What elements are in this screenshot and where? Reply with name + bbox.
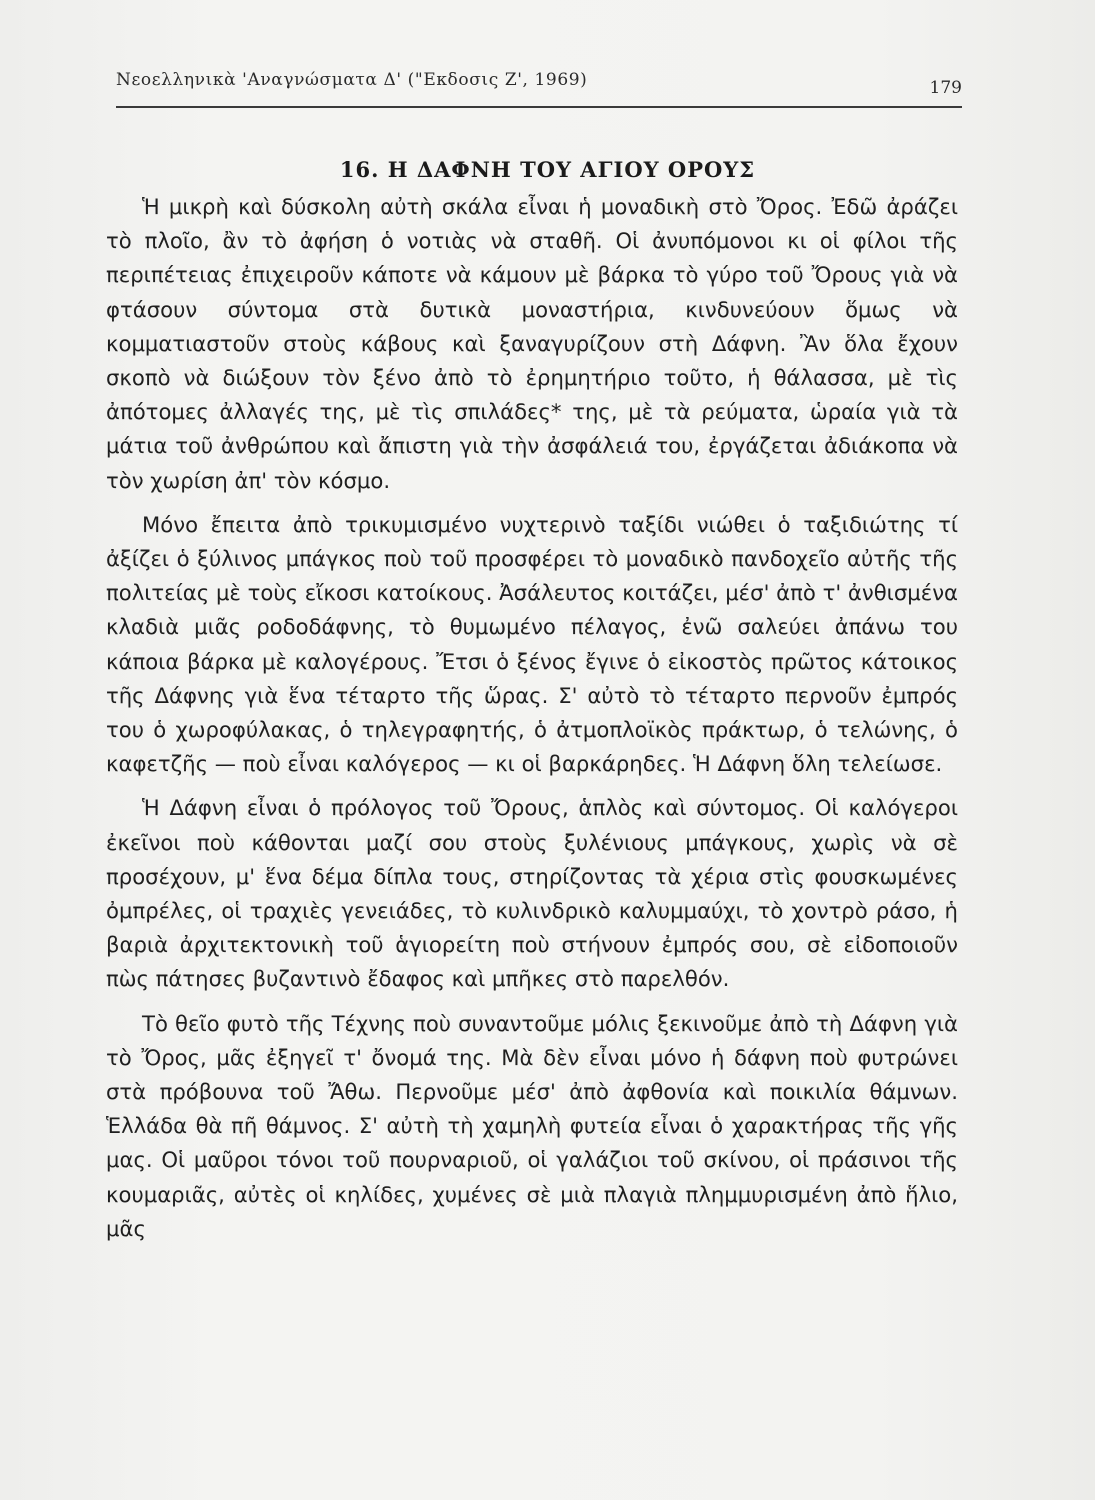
paragraph: Ἡ Δάφνη εἶναι ὁ πρόλογος τοῦ Ὄρους, ἁπλὸς καὶ σύντομος. Οἱ καλόγεροι ἐκεῖνοι ποὺ κάθονται μαζί σου στοὺς ξυλένιους μπάγκους, χωρὶς νὰ σὲ προσέχουν, μ' ἕνα δέμα δίπλα τους, στηρίζοντας τὰ χέρια στὶς φουσκωμένες ὀμπρέλες, οἱ τραχιὲς γενειάδες, τὸ κυλινδρικὸ καλυμμαύχι, τὸ χοντρὸ ράσο, ἡ βαριὰ ἀρχιτεκτονικὴ τοῦ ἁγιορείτη ποὺ στήνουν ἐμπρός σου, σὲ εἰδοποιοῦν πὼς πάτησες βυζαντινὸ ἔδαφος καὶ μπῆκες στὸ παρελθόν. bbox=[106, 795, 958, 992]
paragraph: Ἡ μικρὴ καὶ δύσκολη αὐτὴ σκάλα εἶναι ἡ μοναδικὴ στὸ Ὄρος. Ἐδῶ ἀράζει τὸ πλοῖο, ἂν τὸ ἀφήση ὁ νοτιὰς νὰ σταθῆ. Οἱ ἀνυπόμονοι κι οἱ φίλοι τῆς περιπέτειας ἐπιχειροῦν κάποτε νὰ κάμουν μὲ βάρκα τὸ γύρο τοῦ Ὄρους γιὰ νὰ φτάσουν σύντομα στὰ δυτικὰ μοναστήρια, κινδυνεύουν ὅμως νὰ κομματιαστοῦν στοὺς κάβους καὶ ξαναγυρίζουν στὴ Δάφνη. Ἂν ὅλα ἔχουν σκοπὸ νὰ διώξουν τὸν ξένο ἀπὸ τὸ ἐρημητήριο τοῦτο, ἡ θάλασσα, μὲ τὶς ἀπότομες ἀλλαγές της, μὲ τὶς σπιλάδες* της, μὲ τὰ ρεύματα, ὡραία γιὰ τὰ μάτια τοῦ ἀνθρώπου καὶ ἄπιστη γιὰ τὴν ἀσφάλειά του, ἐργάζεται ἀδιάκοπα νὰ τὸν χωρίση ἀπ' τὸν κόσμο. bbox=[106, 194, 958, 493]
page-number: 179 bbox=[929, 78, 962, 98]
body-text bbox=[106, 190, 958, 1246]
chapter-title: 16. Η ΔΑΦΝΗ ΤΟΥ ΑΓΙΟΥ ΟΡΟΥΣ bbox=[339, 157, 756, 183]
page-header bbox=[116, 66, 962, 108]
running-head: Νεοελληνικὰ 'Αναγνώσματα Δ' ("Εκδοσις Ζ', 1969) bbox=[116, 70, 588, 90]
paragraph: Μόνο ἔπειτα ἀπὸ τρικυμισμένο νυχτερινὸ ταξίδι νιώθει ὁ ταξιδιώτης τί ἀξίζει ὁ ξύλινος μπάγκος ποὺ τοῦ προσφέρει τὸ μοναδικὸ πανδοχεῖο αὐτῆς τῆς πολιτείας μὲ τοὺς εἴκοσι κατοίκους. Ἀσάλευτος κοιτάζει, μέσ' ἀπὸ τ' ἀνθισμένα κλαδιὰ μιᾶς ροδοδάφνης, τὸ θυμωμένο πέλαγος, ἐνῶ σαλεύει ἀπάνω του κάποια βάρκα μὲ καλογέρους. Ἔτσι ὁ ξένος ἔγινε ὁ εἰκοστὸς πρῶτος κάτοικος τῆς Δάφνης γιὰ ἕνα τέταρτο τῆς ὥρας. Σ' αὐτὸ τὸ τέταρτο περνοῦν ἐμπρός του ὁ χωροφύλακας, ὁ τηλεγραφητής, ὁ ἀτμοπλοϊκὸς πράκτωρ, ὁ τελώνης, ὁ καφετζῆς — ποὺ εἶναι καλόγερος — κι οἱ βαρκάρηδες. Ἡ Δάφνη ὅλη τελείωσε. bbox=[106, 511, 958, 777]
paragraph: Τὸ θεῖο φυτὸ τῆς Τέχνης ποὺ συναντοῦμε μόλις ξεκινοῦμε ἀπὸ τὴ Δάφνη γιὰ τὸ Ὄρος, μᾶς ἐξηγεῖ τ' ὄνομά της. Μὰ δὲν εἶναι μόνο ἡ δάφνη ποὺ φυτρώνει στὰ πρόβουνα τοῦ Ἄθω. Περνοῦμε μέσ' ἀπὸ ἀφθονία καὶ ποικιλία θάμνων. Ἑλλάδα θὰ πῆ θάμνος. Σ' αὐτὴ τὴ χαμηλὴ φυτεία εἶναι ὁ χαρακτήρας τῆς γῆς μας. Οἱ μαῦροι τόνοι τοῦ πουρναριοῦ, οἱ γαλάζιοι τοῦ σκίνου, οἱ πράσινοι τῆς κουμαριᾶς, αὐτὲς οἱ κηλίδες, χυμένες σὲ μιὰ πλαγιὰ πλημμυρισμένη ἀπὸ ἥλιο, μᾶς bbox=[106, 1010, 958, 1241]
